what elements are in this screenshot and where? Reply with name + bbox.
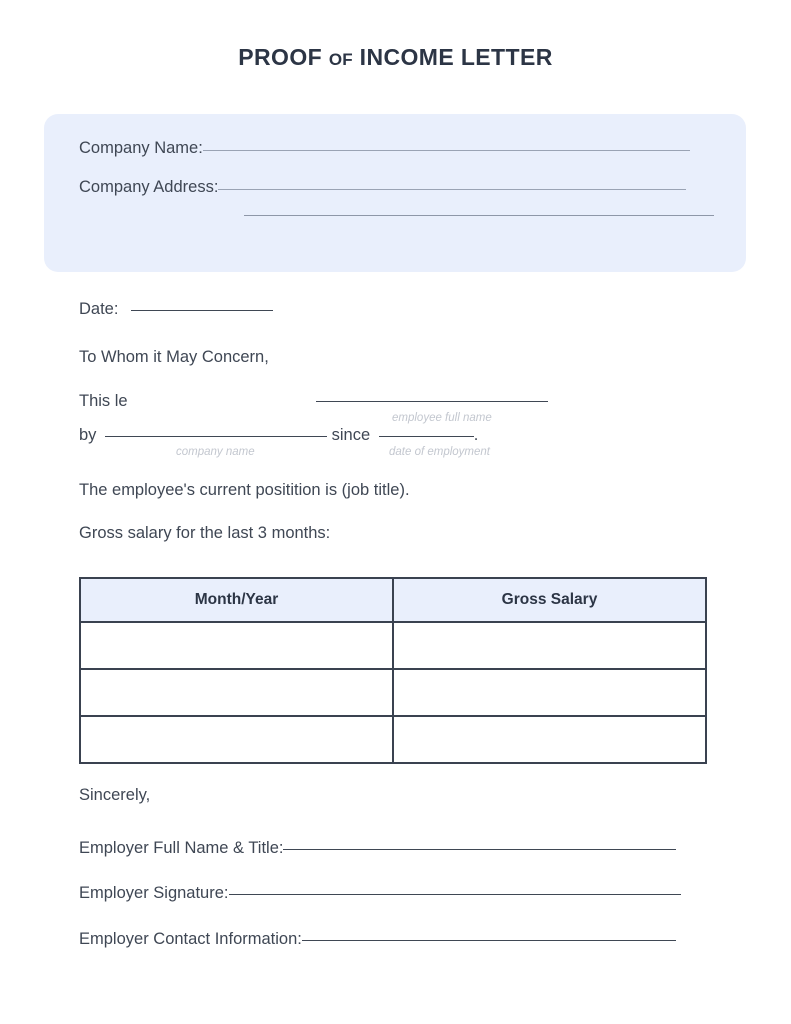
employer-contact-label: Employer Contact Information:: [79, 930, 302, 948]
company-address-row-second: [244, 217, 714, 218]
employment-details-row: [79, 426, 478, 445]
sentence-period: .: [473, 426, 479, 444]
table-row: [80, 669, 706, 716]
date-input-line[interactable]: [131, 310, 273, 311]
employee-full-name-input-line[interactable]: [316, 401, 548, 402]
since-label: since: [331, 426, 371, 444]
closing-text: Sincerely,: [79, 786, 151, 804]
employer-full-name-input-line[interactable]: [283, 849, 676, 850]
company-name-input-line-inline[interactable]: [105, 436, 327, 437]
table-row: [80, 622, 706, 669]
by-label: by: [79, 426, 97, 444]
company-address-input-line-2[interactable]: [244, 215, 714, 216]
cell-gross-salary[interactable]: [393, 622, 706, 669]
title-word-of: OF: [328, 50, 353, 69]
salary-table-body: [80, 622, 706, 763]
date-of-employment-hint: date of employment: [389, 446, 491, 458]
cell-month-year[interactable]: [80, 716, 393, 763]
column-header-gross-salary: Gross Salary: [393, 578, 706, 622]
date-label: Date:: [79, 300, 119, 318]
company-name-row: [79, 139, 690, 158]
employer-contact-input-line[interactable]: [302, 940, 676, 941]
company-address-input-line[interactable]: [218, 189, 686, 190]
employer-signature-label: Employer Signature:: [79, 884, 229, 902]
intro-fragment: This le: [79, 392, 128, 410]
company-address-row: [79, 178, 686, 197]
page-title: [0, 44, 791, 71]
date-row: [79, 300, 273, 319]
employer-full-name-label: Employer Full Name & Title:: [79, 839, 284, 857]
employer-full-name-row: [79, 839, 676, 858]
date-of-employment-input-line[interactable]: [379, 436, 474, 437]
column-header-month-year: Month/Year: [80, 578, 393, 622]
cell-gross-salary[interactable]: [393, 716, 706, 763]
company-address-label: Company Address:: [79, 178, 219, 196]
salutation: To Whom it May Concern,: [79, 348, 269, 366]
company-name-input-line[interactable]: [203, 150, 690, 151]
company-info-panel: [44, 114, 746, 272]
table-header-row: [80, 578, 706, 622]
cell-month-year[interactable]: [80, 622, 393, 669]
salary-table: [79, 577, 707, 764]
employee-name-row: [316, 392, 548, 410]
company-name-label: Company Name:: [79, 139, 203, 157]
title-word-proof: PROOF: [238, 44, 323, 70]
cell-gross-salary[interactable]: [393, 669, 706, 716]
salary-table-head: [80, 578, 706, 622]
position-sentence: The employee's current positition is (job title).: [79, 481, 410, 499]
employer-signature-row: [79, 884, 681, 903]
table-row: [80, 716, 706, 763]
employer-contact-row: [79, 930, 676, 949]
title-word-income-letter: INCOME LETTER: [359, 44, 553, 70]
employee-full-name-hint: employee full name: [392, 412, 492, 424]
company-name-hint: company name: [176, 446, 255, 458]
gross-salary-intro: Gross salary for the last 3 months:: [79, 524, 331, 542]
cell-month-year[interactable]: [80, 669, 393, 716]
employer-signature-input-line[interactable]: [229, 894, 681, 895]
